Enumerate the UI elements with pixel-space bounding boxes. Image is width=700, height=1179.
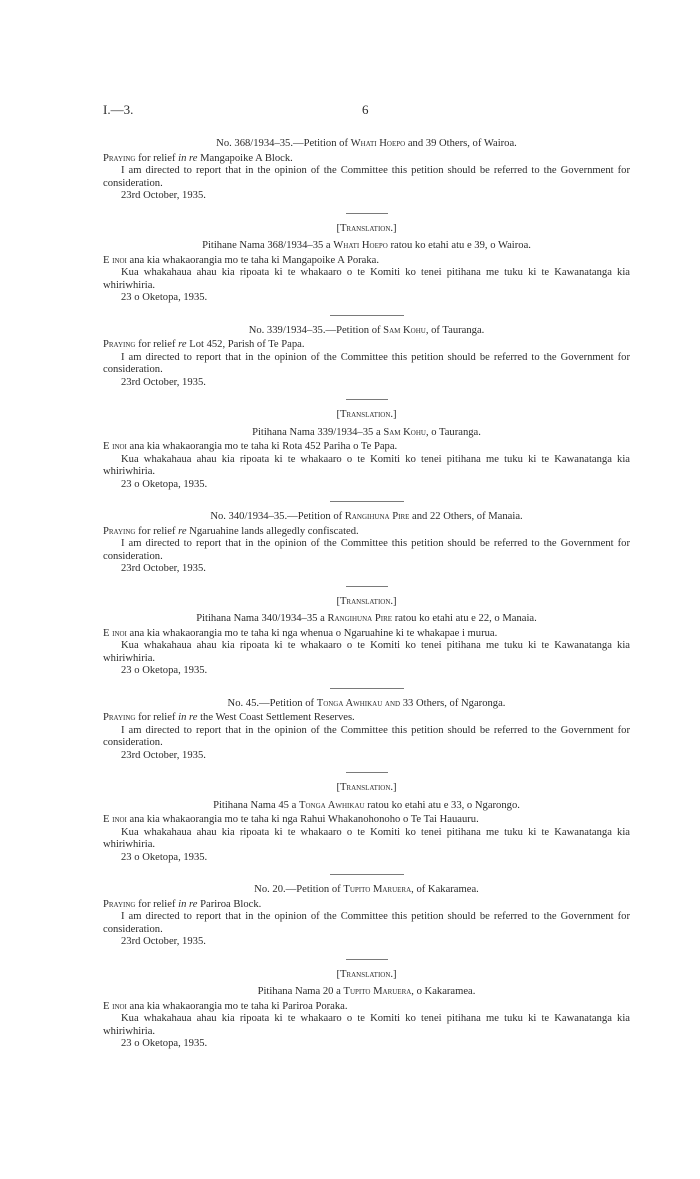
- relief-subject: Ngaruahine lands allegedly confiscated.: [186, 525, 359, 537]
- petition-heading-prefix: No. 45.—Petition of: [227, 697, 317, 709]
- section-divider: [330, 501, 404, 502]
- petition-heading: [103, 511, 630, 524]
- maori-prayer-text: ana kia whakaorangia mo te taha ki Mangapoike A Poraka.: [126, 254, 380, 266]
- maori-prayer-text: ana kia whakaorangia mo te taha ki nga whenua o Ngaruahine ki te whakapae i murua.: [126, 627, 498, 639]
- petition-heading: [103, 884, 630, 897]
- praying-line: [103, 526, 630, 539]
- praying-line: [103, 899, 630, 912]
- maori-petitioner-name: Tupito Maruera: [343, 986, 412, 997]
- maori-report-date: 23 o Oketopa, 1935.: [121, 665, 208, 676]
- e-inoi-label: E inoi: [103, 627, 127, 639]
- section-divider: [330, 315, 404, 316]
- short-divider: [346, 213, 388, 214]
- petition-heading: [103, 325, 630, 338]
- maori-committee-report: Kua whakahaua ahau kia ripoata ki te whakaaro o te Komiti ko tenei pitihana me tuku ki te Kawanatanga kia whiriwhiria.: [103, 640, 630, 664]
- short-divider: [346, 772, 388, 773]
- relief-latin: in re: [178, 152, 198, 164]
- page-number: 6: [362, 102, 369, 117]
- maori-heading: [103, 427, 630, 440]
- maori-petitioner-name: Whati Hoepo: [333, 240, 388, 251]
- maori-heading-prefix: Pitihana Nama 45 a: [213, 799, 299, 811]
- petition-entry: [103, 698, 630, 876]
- maori-heading-suffix: ratou ko etahi atu e 39, o Wairoa.: [387, 240, 531, 251]
- praying-label: Praying: [103, 898, 136, 910]
- petition-entry: [103, 138, 630, 316]
- praying-label: Praying: [103, 525, 136, 537]
- e-inoi-label: E inoi: [103, 1000, 127, 1012]
- petitioner-name: Rangihuna Pire: [344, 511, 410, 522]
- parliamentary-paper-reference: I.—3.: [103, 102, 134, 117]
- maori-heading: [103, 986, 630, 999]
- petition-entry: [103, 884, 630, 1051]
- committee-report: I am directed to report that in the opinion of the Committee this petition should be referred to the Government for consideration.: [103, 538, 630, 562]
- maori-committee-report: Kua whakahaua ahau kia ripoata ki te whakaaro o te Komiti ko tenei pitihana me tuku ki te Kawanatanga kia whiriwhiria.: [103, 826, 630, 850]
- maori-prayer-text: ana kia whakaorangia mo te taha ki Rota 452 Pariha o Te Papa.: [126, 441, 398, 452]
- relief-subject: Pariroa Block.: [197, 898, 262, 910]
- praying-line: [103, 712, 630, 725]
- relief-prefix: for relief: [135, 339, 179, 350]
- maori-heading-suffix: , o Tauranga.: [425, 426, 481, 438]
- maori-heading: [103, 800, 630, 813]
- petition-heading-prefix: No. 368/1934–35.—Petition of: [216, 138, 351, 149]
- petition-heading-suffix: , of Tauranga.: [425, 324, 485, 336]
- praying-line: [103, 339, 630, 352]
- relief-prefix: for relief: [135, 152, 179, 164]
- petition-heading-suffix: , of Kakaramea.: [411, 884, 479, 895]
- section-divider: [330, 874, 404, 875]
- translation-label: [Translation.]: [336, 782, 397, 793]
- committee-report: I am directed to report that in the opinion of the Committee this petition should be referred to the Government for consideration.: [103, 724, 630, 748]
- report-date: 23rd October, 1935.: [121, 190, 206, 201]
- praying-label: Praying: [103, 152, 136, 164]
- short-divider: [346, 586, 388, 587]
- maori-committee-report: Kua whakahaua ahau kia ripoata ki te whakaaro o te Komiti ko tenei pitihana me tuku ki te Kawanatanga kia whiriwhiria.: [103, 1013, 630, 1037]
- relief-prefix: for relief: [135, 898, 179, 910]
- relief-subject: the West Coast Settlement Reserves.: [197, 712, 355, 723]
- praying-label: Praying: [103, 339, 136, 350]
- committee-report: I am directed to report that in the opinion of the Committee this petition should be referred to the Government for consideration.: [103, 351, 630, 375]
- e-inoi-label: E inoi: [103, 441, 127, 452]
- translation-label: [Translation.]: [336, 409, 397, 420]
- maori-heading-prefix: Pitihane Nama 368/1934–35 a: [202, 240, 334, 251]
- petition-heading: [103, 138, 630, 151]
- maori-petitioner-name: Rangihuna Pire: [327, 613, 393, 624]
- petition-entry: [103, 511, 630, 689]
- relief-subject: Mangapoike A Block.: [197, 152, 293, 164]
- maori-report-date: 23 o Oketopa, 1935.: [121, 1038, 208, 1049]
- petition-heading-prefix: No. 20.—Petition of: [254, 884, 344, 895]
- praying-line: [103, 153, 630, 166]
- maori-heading-suffix: ratou ko etahi atu e 22, o Manaia.: [392, 613, 537, 624]
- relief-latin: re: [178, 525, 187, 537]
- petition-heading-suffix: and 22 Others, of Manaia.: [409, 511, 523, 522]
- petitioner-name: Sam Kohu: [383, 324, 426, 336]
- report-date: 23rd October, 1935.: [121, 376, 206, 388]
- maori-prayer-line: [103, 1001, 630, 1014]
- maori-prayer-line: [103, 441, 630, 454]
- short-divider: [346, 959, 388, 960]
- petition-heading: [103, 698, 630, 711]
- petition-heading-suffix: 33 Others, of Ngaronga.: [400, 697, 506, 709]
- maori-report-date: 23 o Oketopa, 1935.: [121, 292, 208, 303]
- petition-heading-suffix: and 39 Others, of Wairoa.: [405, 138, 517, 149]
- maori-report-date: 23 o Oketopa, 1935.: [121, 478, 208, 490]
- relief-latin: re: [178, 339, 187, 350]
- maori-heading-prefix: Pitihana Nama 340/1934–35 a: [196, 613, 328, 624]
- petition-heading-prefix: No. 340/1934–35.—Petition of: [210, 511, 345, 522]
- maori-heading: [103, 613, 630, 626]
- report-date: 23rd October, 1935.: [121, 936, 206, 947]
- relief-prefix: for relief: [135, 712, 179, 723]
- maori-heading: [103, 240, 630, 253]
- relief-latin: in re: [178, 898, 198, 910]
- maori-heading-suffix: ratou ko etahi atu e 33, o Ngarongo.: [364, 799, 520, 811]
- committee-report: I am directed to report that in the opinion of the Committee this petition should be referred to the Government for consideration.: [103, 911, 630, 935]
- committee-report: I am directed to report that in the opinion of the Committee this petition should be referred to the Government for consideration.: [103, 165, 630, 189]
- e-inoi-label: E inoi: [103, 254, 127, 266]
- translation-label: [Translation.]: [336, 595, 397, 607]
- report-date: 23rd October, 1935.: [121, 563, 206, 574]
- maori-prayer-text: ana kia whakaorangia mo te taha ki nga Rahui Whakanohonoho o Te Tai Hauauru.: [126, 814, 479, 825]
- maori-committee-report: Kua whakahaua ahau kia ripoata ki te whakaaro o te Komiti ko tenei pitihana me tuku ki te Kawanatanga kia whiriwhiria.: [103, 453, 630, 477]
- maori-prayer-line: [103, 628, 630, 641]
- short-divider: [346, 399, 388, 400]
- petition-heading-prefix: No. 339/1934–35.—Petition of: [248, 324, 384, 336]
- petition-entry: [103, 325, 630, 503]
- maori-report-date: 23 o Oketopa, 1935.: [121, 851, 208, 863]
- relief-latin: in re: [178, 712, 198, 723]
- translation-label: [Translation.]: [336, 968, 397, 980]
- section-divider: [330, 688, 404, 689]
- relief-prefix: for relief: [135, 525, 179, 537]
- petitioner-name: Tupito Maruera: [343, 884, 412, 895]
- praying-label: Praying: [103, 712, 136, 723]
- report-date: 23rd October, 1935.: [121, 749, 206, 761]
- maori-petitioner-name: Sam Kohu: [383, 426, 426, 438]
- maori-prayer-line: [103, 814, 630, 827]
- petitions-content: [103, 138, 630, 1051]
- petitioner-name: Tonga Awhikau and: [316, 697, 401, 709]
- e-inoi-label: E inoi: [103, 814, 127, 825]
- maori-heading-prefix: Pitihana Nama 20 a: [257, 986, 344, 997]
- maori-heading-prefix: Pitihana Nama 339/1934–35 a: [252, 426, 384, 438]
- maori-prayer-line: [103, 255, 630, 268]
- translation-label: [Translation.]: [336, 222, 397, 234]
- maori-heading-suffix: , o Kakaramea.: [411, 986, 476, 997]
- maori-committee-report: Kua whakahaua ahau kia ripoata ki te whakaaro o te Komiti ko tenei pitihana me tuku ki te Kawanatanga kia whiriwhiria.: [103, 267, 630, 291]
- maori-prayer-text: ana kia whakaorangia mo te taha ki Pariroa Poraka.: [126, 1000, 348, 1012]
- maori-petitioner-name: Tonga Awhikau: [298, 799, 365, 811]
- relief-subject: Lot 452, Parish of Te Papa.: [186, 339, 305, 350]
- petitioner-name: Whati Hoepo: [350, 138, 406, 149]
